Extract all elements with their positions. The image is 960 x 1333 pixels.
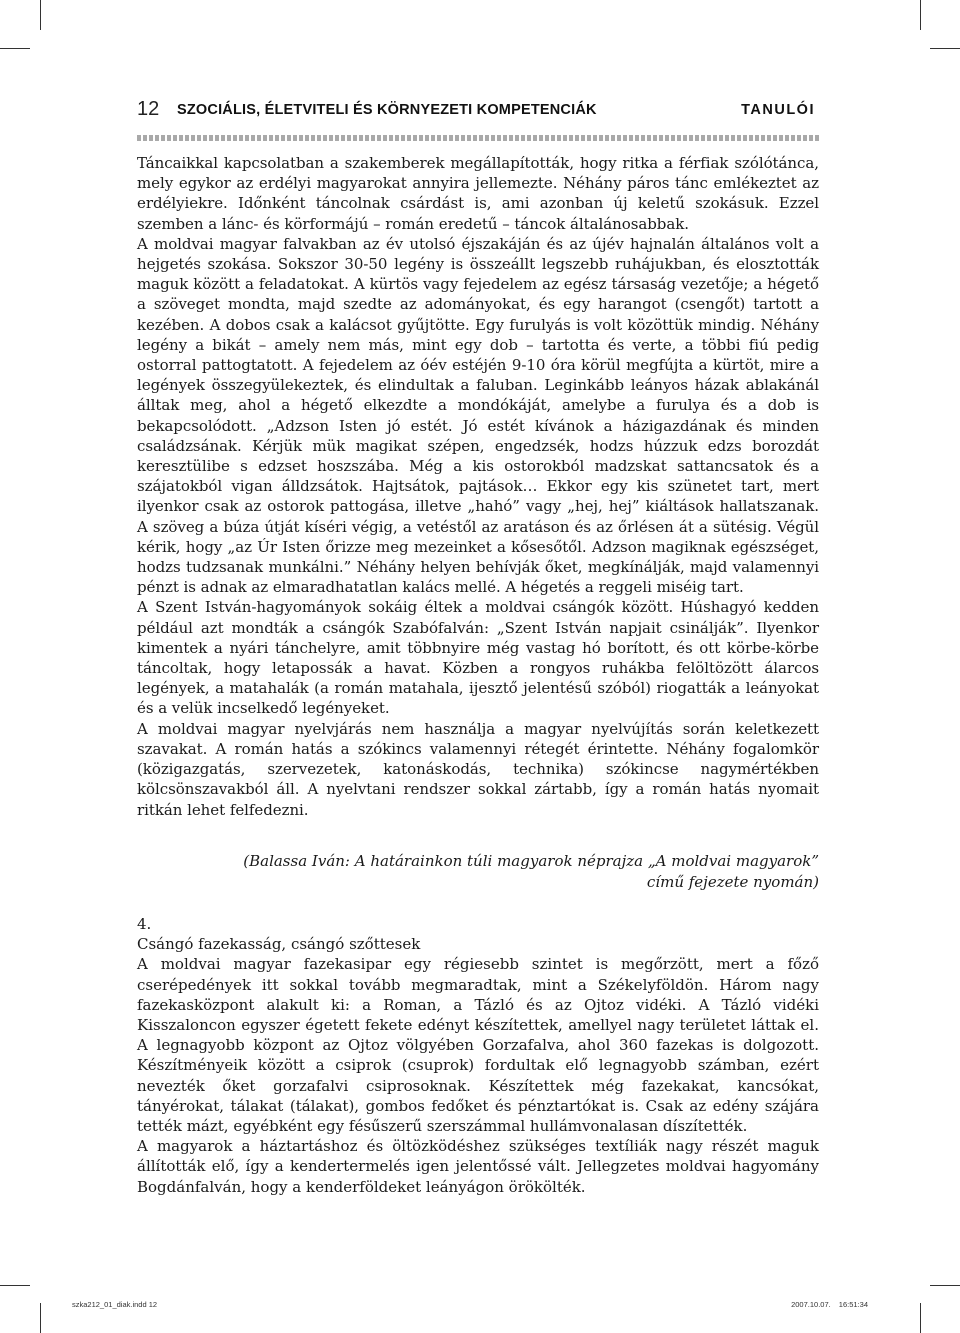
header-rule	[137, 135, 819, 141]
section-number: 4.	[137, 915, 152, 933]
citation-line: (Balassa Iván: A határainkon túli magyarok néprajza „A moldvai magyarok”	[243, 852, 819, 870]
crop-mark	[920, 1303, 921, 1333]
paragraph: Táncaikkal kapcsolatban a szakemberek megállapították, hogy ritka a férfiak szólótánca, mely egykor az erdélyi magyarokat annyira jellemezte. Néhány páros tánc emlékeztet az erdélyiekre. Időnként táncolnak csárdást is, ami azonban új keletű szokásuk. Ezzel szemben a lánc- és körformájú – román eredetű – táncok általánosabbak.	[137, 154, 819, 233]
paragraph: A moldvai magyar nyelvjárás nem használja a magyar nyelvújítás során keletkezett szavakat. A román hatás a szókincs valamennyi rétegét érintette. Néhány fogalomkör (közigazgatás, szervezetek, katonáskodás, technika) szókincse nagymértékben kölcsönszavakból áll. A nyelvtani rendszer sokkal zártabb, így a román hatás nyomait ritkán lehet felfedezni.	[137, 719, 819, 819]
section-title: Csángó fazekasság, csángó szőttesek	[137, 935, 421, 954]
footer-timestamp: 2007.10.07. 16:51:34	[791, 1300, 868, 1309]
crop-mark	[0, 48, 30, 49]
paragraph: A magyarok a háztartáshoz és öltözködéshez szükséges textíliák nagy részét maguk állították elő, így a kendertermelés igen jelentőssé vált. Jellegzetes moldvai hagyomány Bogdánfalván, hogy a kenderföldeket leányágon örökölték.	[137, 1137, 819, 1196]
paragraph: A Szent István-hagyományok sokáig éltek a moldvai csángók között. Húshagyó kedden például azt mondták a csángók Szabófalván: „Szent István napjait csinálják”. Ilyenkor kimentek a nyári tánchelyre, amit többnyire még vastag hó borított, és ott körbe-körbe táncoltak, hogy letapossák a havat. Közben a rongyos ruhákba felöltözött álarcos legények, a matahalák (a román matahala, ijesztő jelentésű szóból) riogatták a leányokat és a velük incselkedő legényeket.	[137, 598, 819, 718]
main-text	[137, 153, 819, 820]
paragraph: A moldvai magyar falvakban az év utolsó éjszakáján és az újév hajnalán általános volt a hejgetés szokása. Sokszor 30-50 legény is összeállt legszebb ruhájukban, és elosztották maguk között a feladatokat. A kürtös vagy fejedelem az egész társaság vezetője; a hégető a szöveget mondta, majd szedte az adományokat, és egy harangot (csengőt) tartott a kezében. A dobos csak a kalácsot gyűjtötte. Egy furulyás is volt közöttük mindig. Néhány legény a bikát – amely nem más, mint egy dob – tartotta és verte, a többi fiú pedig ostorral pattogtatott. A fejedelem az óév estéjén 9-10 óra körül megfújta a kürtöt, mire a legények összegyülekeztek, és elindultak a faluban. Leginkább leányos házak ablakánál álltak meg, ahol a hégető elkezdte a mondókáját, amelybe a furulya és a dob is bekapcsolódott. „Adzson Isten jó estét. Jó estét kívánok a házigazdának és minden családzsának. Kérjük mük magikat szépen, engedzsék, hodzs húzzuk edzs borozdát keresztülibe s edzset hoszszába. Még a kis ostorokból madzskat sattancsatok és a szájatokból vigan álldzsátok. Hajtsátok, pajtások… Ekkor egy kis szünetet tart, mert ilyenkor csak az ostorok pattogása, illetve „hahó” vagy „hej, hej” kiáltások hallatszanak. A szöveg a búza útját kíséri végig, a vetéstől az aratáson és az őrlésen át a sütésig. Végül kérik, hogy „az Úr Isten őrizze meg mezeinket a kősesőtől. Adzson magiknak egészséget, hodzs tudzsanak munkálni.” Néhány helyen behívják őket, megkínálják, majd valamennyi pénzt is adnak az elmaradhatatlan kalács mellé. A hégetés a reggeli miséig tart.	[137, 234, 819, 597]
crop-mark	[930, 1285, 960, 1286]
crop-mark	[930, 48, 960, 49]
crop-mark	[920, 0, 921, 30]
role-label: TANULÓI	[741, 102, 815, 118]
page-header	[137, 98, 819, 124]
page-number: 12	[137, 98, 160, 120]
paragraph: A moldvai magyar fazekasipar egy régiesebb szintet is megőrzött, mert a főző cserépedények itt sokkal tovább megmaradtak, mint a Székelyföldön. Három nagy fazekasközpont alakult ki: a Roman, a Tázló és az Ojtoz vidéki. A Tázló vidéki Kisszaloncon egyszer égetett fekete edényt készítettek, amellyel nagy területet láttak el. A legnagyobb központ az Ojtoz völgyében Gorzafalva, ahol 360 fazekas is dolgozott. Készítményeik között a csiprok (csuprok) fordultak elő legnagyobb számban, ezért nevezték őket gorzafalvi csiprosoknak. Készítettek még fazekakat, kancsókat, tányérokat, tálakat (tálakat), gombos fedőket és pénztartókat is. Csak az edény szájára tették mázt, egyébként egy fésűszerű szerszámmal hullámvonalasan díszítették.	[137, 955, 819, 1136]
citation	[137, 851, 819, 892]
crop-mark	[40, 1303, 41, 1333]
crop-mark	[0, 1285, 30, 1286]
section-4	[137, 914, 819, 1197]
footer-file: szka212_01_diak.indd 12	[72, 1300, 158, 1309]
chapter-title: SZOCIÁLIS, ÉLETVITELI ÉS KÖRNYEZETI KOMPETENCIÁK	[177, 102, 597, 118]
citation-line: című fejezete nyomán)	[646, 872, 819, 891]
crop-mark	[40, 0, 41, 30]
